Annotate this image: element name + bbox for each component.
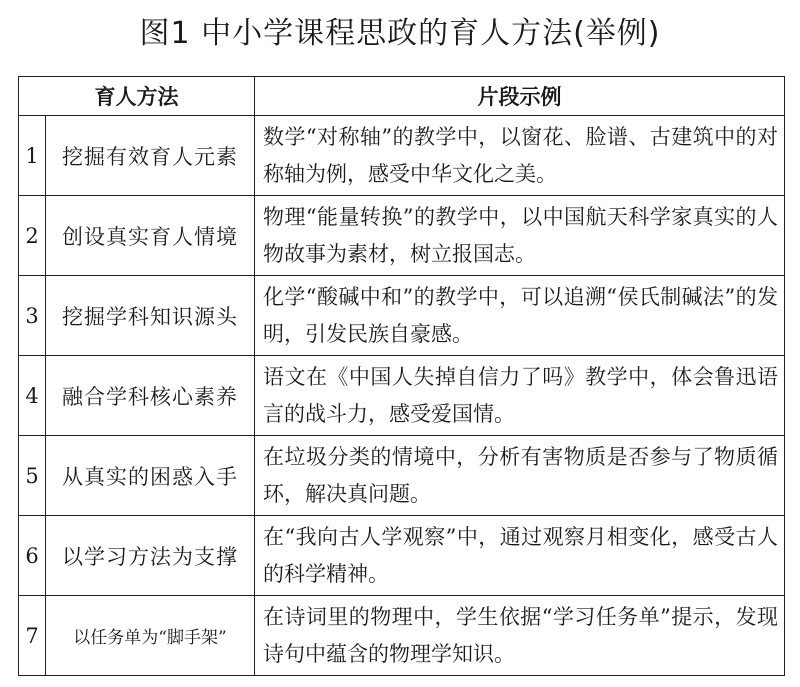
example-cell: 在垃圾分类的情境中，分析有害物质是否参与了物质循环，解决真问题。 [255, 436, 785, 516]
method-cell: 以学习方法为支撑 [46, 516, 255, 596]
example-cell: 语文在《中国人失掉自信力了吗》教学中，体会鲁迅语言的战斗力，感受爱国情。 [255, 356, 785, 436]
figure-title: 图1 中小学课程思政的育人方法(举例) [139, 16, 661, 51]
example-cell: 数学“对称轴”的教学中，以窗花、脸谱、古建筑中的对称轴为例，感受中华文化之美。 [255, 116, 785, 196]
method-cell: 挖掘有效育人元素 [46, 116, 255, 196]
table-row [19, 516, 785, 596]
row-number: 6 [19, 516, 46, 596]
example-cell: 物理“能量转换”的教学中，以中国航天科学家真实的人物故事为素材，树立报国志。 [255, 196, 785, 276]
method-cell: 创设真实育人情境 [46, 196, 255, 276]
method-cell: 从真实的困惑入手 [46, 436, 255, 516]
example-cell: 在“我向古人学观察”中，通过观察月相变化，感受古人的科学精神。 [255, 516, 785, 596]
header-example: 片段示例 [255, 77, 785, 116]
methods-table [18, 76, 785, 676]
method-cell: 挖掘学科知识源头 [46, 276, 255, 356]
row-number: 1 [19, 116, 46, 196]
row-number: 5 [19, 436, 46, 516]
table-row [19, 116, 785, 196]
row-number: 7 [19, 596, 46, 676]
row-number: 3 [19, 276, 46, 356]
method-cell: 以任务单为“脚手架” [46, 596, 255, 676]
row-number: 2 [19, 196, 46, 276]
table-row [19, 276, 785, 356]
header-method: 育人方法 [19, 77, 255, 116]
row-number: 4 [19, 356, 46, 436]
table-row [19, 196, 785, 276]
table-row [19, 596, 785, 676]
example-cell: 在诗词里的物理中，学生依据“学习任务单”提示，发现诗句中蕴含的物理学知识。 [255, 596, 785, 676]
table-row [19, 436, 785, 516]
example-cell: 化学“酸碱中和”的教学中，可以追溯“侯氏制碱法”的发明，引发民族自豪感。 [255, 276, 785, 356]
table-row [19, 356, 785, 436]
method-cell: 融合学科核心素养 [46, 356, 255, 436]
table-header-row [19, 77, 785, 116]
